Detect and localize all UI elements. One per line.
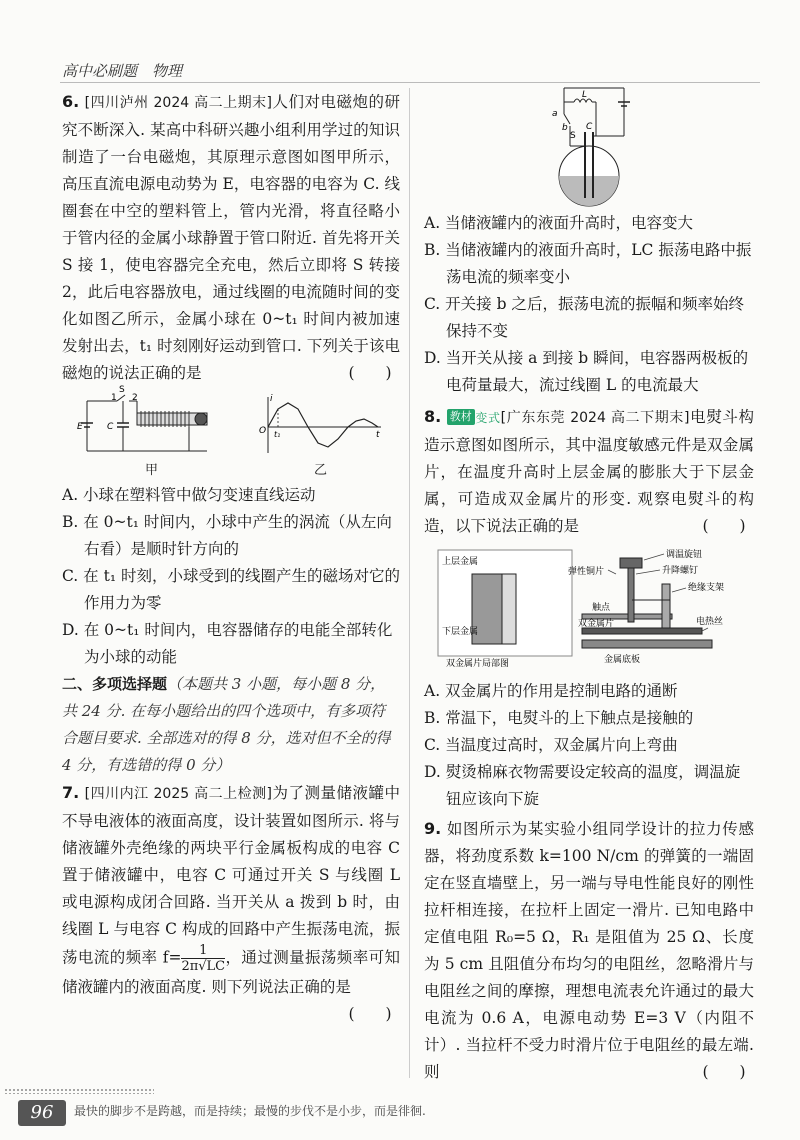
section-heading <box>62 671 400 779</box>
label-1: 1 <box>110 393 117 403</box>
question-9 <box>424 815 754 1086</box>
footer-dots <box>4 1088 154 1094</box>
question-number: 6. <box>62 92 80 111</box>
label-local-view: 双金属片局部图 <box>446 659 510 669</box>
t1-label: t₁ <box>273 430 280 439</box>
page-number: 96 <box>18 1100 66 1126</box>
label-b: b <box>562 123 568 133</box>
question-6 <box>62 88 400 671</box>
railgun-circuit-diagram <box>76 385 227 455</box>
question-source: [四川内江 2025 高二上检测] <box>84 786 273 802</box>
label-c: C <box>106 422 113 432</box>
label-copper-strip: 弹性铜片 <box>568 567 605 577</box>
question-8 <box>424 403 754 813</box>
question-text-2: ，通过测量振荡频率可知储液罐内的液面高度. 则下列说法正确的是 <box>62 948 400 996</box>
label-upper-metal: 上层金属 <box>442 557 479 567</box>
running-header: 高中必刷题 物理 <box>62 62 183 80</box>
option-c: C. 在 t₁ 时刻，小球受到的线圈产生的磁场对它的作用力为零 <box>62 567 400 612</box>
figure-a-caption: 甲 <box>144 463 158 478</box>
figure-b-caption: 乙 <box>313 463 327 478</box>
question-text: 电熨斗构造示意图如图所示，其中温度敏感元件是双金属片，在温度升高时上层金属的膨胀大于下层金属，可造成双金属片的形变. 观察电熨斗的构造，以下说法正确的是 <box>424 408 754 535</box>
label-s: S <box>118 385 125 395</box>
frequency-formula <box>181 943 225 974</box>
question-source: [四川泸州 2024 高二上期末] <box>84 95 273 111</box>
label-l: L <box>582 90 588 100</box>
fraction-numerator: 1 <box>181 943 225 959</box>
option-b: B. 在 0~t₁ 时间内，小球中产生的涡流（从左向右看）是顺时针方向的 <box>62 513 392 558</box>
label-screw: 升降螺钉 <box>662 566 699 576</box>
label-2: 2 <box>131 393 138 403</box>
q8-option-c: C. 当温度过高时，双金属片向上弯曲 <box>424 736 678 754</box>
question-text: 人们对电磁炮的研究不断深入. 某高中科研兴趣小组利用学过的知识制造了一台电磁炮，其原理示意图如图甲所示，高压直流电源电动势为 E，电容器的电容为 C. 线圈套在中空的塑料管上，管内光滑，将直径略小于管内径的金属小球静置于管口附近. 首先将开关 S 接 1，使电容器完全充电，然后立即将 S 转接 2，此后电容器放电，通过线圈的电流随时间的变化如图乙所示，金属小球在 0~t₁ 时间内被加速发射出去，t₁ 时刻刚好运动到管口. 下列关于该电磁炮的说法正确的是 <box>62 93 400 382</box>
footer <box>0 1080 800 1140</box>
question-number: 9. <box>424 819 442 838</box>
origin: O <box>258 426 266 436</box>
answer-blank: ( ) <box>348 364 392 382</box>
question-text: 如图所示为某实验小组同学设计的拉力传感器，将劲度系数 k=100 N/cm 的弹簧的一端固定在竖直墙壁上，另一端与导电性能良好的刚性拉杆相连接，在拉杆上固定一滑片. 已知电路中定值电阻 R₀=5 Ω，R₁ 是阻值为 25 Ω、长度为 5 cm 且阻值分布均匀的电阻丝，忽略滑片与电阻丝之间的摩擦，理想电流表允许通过的最大电流为 0.6 A，电源电动势 E=3 V（内阻不计）. 当拉杆不受力时滑片位于电阻丝的最左端. 则 <box>424 820 754 1081</box>
q7-option-d: D. 当开关从接 a 到接 b 瞬间，电容器两极板的电荷量最大，流过线圈 L 的电流最大 <box>424 349 749 394</box>
q8-option-d: D. 熨烫棉麻衣物需要设定较高的温度，调温旋钮应该向下旋 <box>424 763 741 808</box>
iron-figure <box>432 544 754 676</box>
label-contact: 触点 <box>592 603 611 613</box>
q7-option-b: B. 当储液罐内的液面升高时，LC 振荡电路中振荡电流的频率变小 <box>424 241 752 286</box>
fraction-denominator: 2π√LC <box>181 959 226 974</box>
electric-iron-diagram <box>432 544 742 672</box>
label-knob: 调温旋钮 <box>666 550 703 560</box>
liquid-tank-diagram <box>534 80 644 210</box>
right-column <box>424 80 754 1086</box>
q7-option-a: A. 当储液罐内的液面升高时，电容变大 <box>424 214 694 232</box>
label-base: 金属底板 <box>604 655 641 665</box>
question-text-1: 为了测量储液罐中不导电液体的液面高度，设计装置如图所示. 将与储液罐外壳绝缘的两块平行金属板构成的电容 C 置于储液罐中，电容 C 可通过开关 S 与线圈 L 或电源构成闭合回路. 当开关从 a 拨到 b 时，由线圈 L 与电容 C 构成的回路中产生振荡电流，振荡电流的频率 f= <box>62 784 400 967</box>
label-a: a <box>552 109 558 119</box>
axis-i: i <box>269 394 273 404</box>
figure-b <box>256 393 386 478</box>
q7-option-c: C. 开关接 b 之后，振荡电流的振幅和频率始终保持不变 <box>424 295 744 340</box>
variant-tag: 变式 <box>474 411 501 425</box>
answer-blank: ( ) <box>702 1063 746 1081</box>
figure-row <box>62 385 400 478</box>
option-d: D. 在 0~t₁ 时间内，电容器储存的电能全部转化为小球的动能 <box>62 621 393 666</box>
section-title: 二、多项选择题 <box>62 675 168 693</box>
section-description: （本题共 3 小题，每小题 8 分，共 24 分. 在每小题给出的四个选项中，有多项符合题目要求. 全部选对的得 8 分，选对但不全的得 4 分，有选错的得 0 分） <box>62 675 391 774</box>
current-time-graph <box>256 393 386 455</box>
axis-t: t <box>375 430 380 440</box>
column-divider <box>409 88 410 1078</box>
question-7 <box>62 779 400 1023</box>
answer-blank: ( ) <box>348 1005 392 1023</box>
left-column <box>62 88 400 1028</box>
q7-figure <box>424 80 754 210</box>
label-bracket: 绝缘支架 <box>688 583 725 593</box>
footer-motto: 最快的脚步不是跨越，而是持续；最慢的步伐不是小步，而是徘徊. <box>74 1104 426 1118</box>
figure-a <box>76 385 227 478</box>
question-number: 8. <box>424 407 442 426</box>
q8-option-b: B. 常温下，电熨斗的上下触点是接触的 <box>424 709 694 727</box>
textbook-tag: 教材 <box>447 409 475 425</box>
label-e: E <box>76 422 83 432</box>
answer-blank: ( ) <box>702 517 746 535</box>
q8-option-a: A. 双金属片的作用是控制电路的通断 <box>424 682 678 700</box>
current-curve <box>268 403 378 447</box>
label-bimetal: 双金属片 <box>578 619 615 629</box>
option-a: A. 小球在塑料管中做匀变速直线运动 <box>62 486 316 504</box>
label-c: C <box>586 122 593 132</box>
label-lower-metal: 下层金属 <box>442 627 479 637</box>
label-heater: 电热丝 <box>696 617 724 627</box>
question-number: 7. <box>62 783 80 802</box>
question-source: [广东东莞 2024 高二下期末] <box>500 410 690 426</box>
label-s: S <box>570 131 576 141</box>
